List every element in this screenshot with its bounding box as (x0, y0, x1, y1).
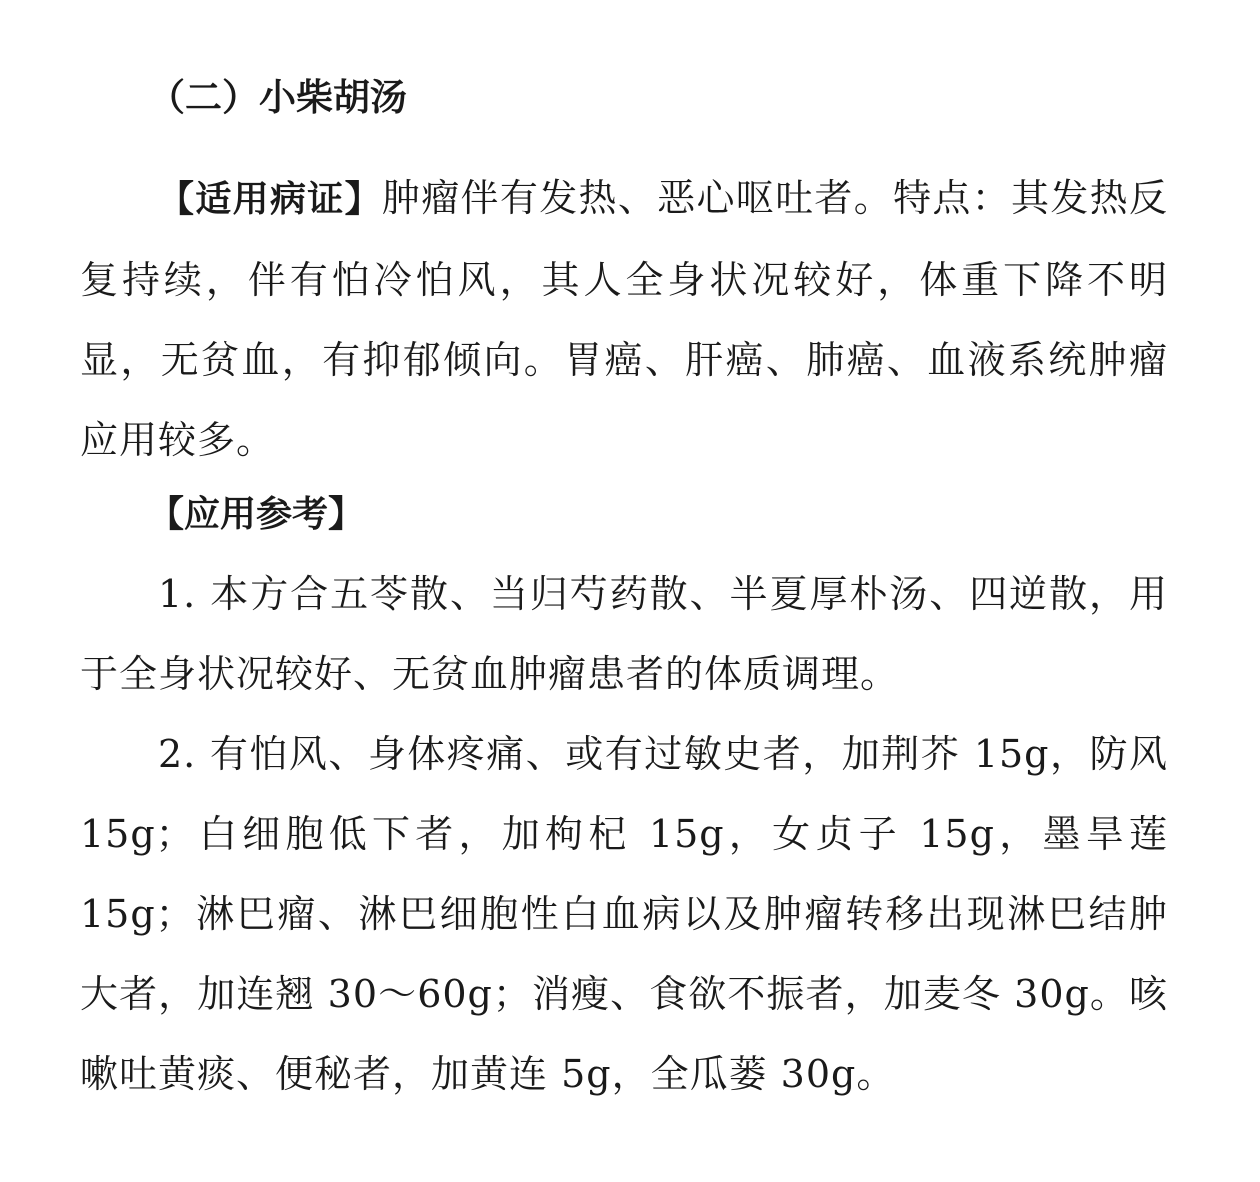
indication-label: 【适用病证】 (158, 179, 382, 220)
reference-heading (148, 475, 364, 561)
indication-paragraph (80, 158, 1168, 480)
reference-item-1: 1. 本方合五苓散、当归芍药散、半夏厚朴汤、四逆散，用于全身状况较好、无贫血肿瘤患者的体质调理。 (80, 572, 1168, 696)
indication-text: 肿瘤伴有发热、恶心呕吐者。特点：其发热反复持续，伴有怕冷怕风，其人全身状况较好，体重下降不明显，无贫血，有抑郁倾向。胃癌、肝癌、肺癌、血液系统肿瘤应用较多。 (80, 176, 1168, 462)
reference-item-2: 2. 有怕风、身体疼痛、或有过敏史者，加荆芥 15g，防风 15g；白细胞低下者，加枸杞 15g，女贞子 15g，墨旱莲 15g；淋巴瘤、淋巴细胞性白血病以及肿瘤转移出现淋巴结肿大者，加连翘 30～60g；消瘦、食欲不振者，加麦冬 30g。咳嗽吐黄痰、便秘者，加黄连 5g，全瓜蒌 30g。 (80, 732, 1168, 1096)
section-title: （二）小柴胡汤 (148, 76, 407, 119)
reference-label: 【应用参考】 (148, 494, 365, 535)
